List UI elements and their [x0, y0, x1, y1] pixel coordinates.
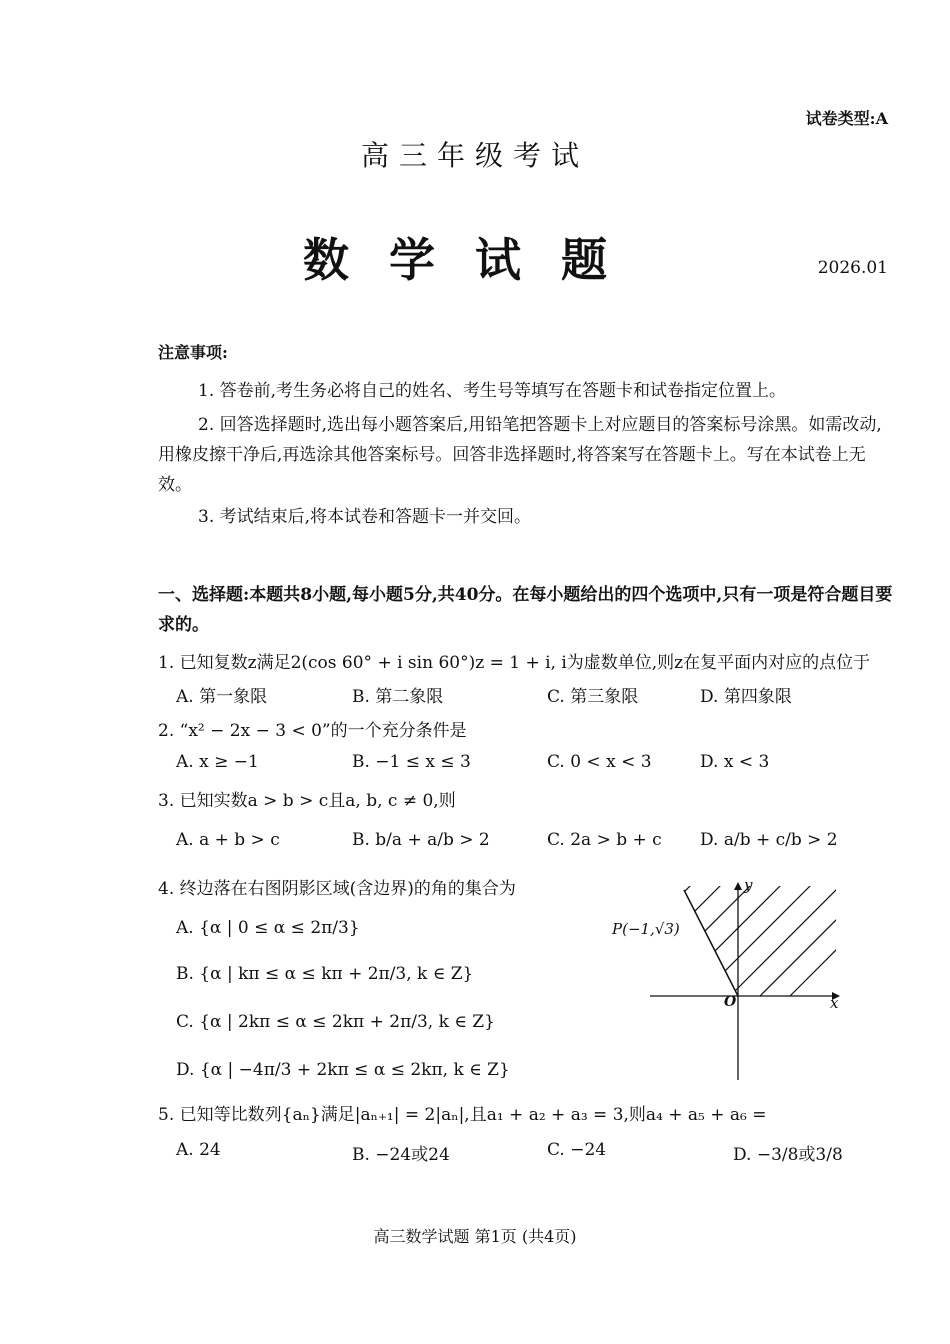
shaded-region: [680, 876, 850, 996]
q3-option-a: A. a + b > c: [176, 830, 280, 850]
exam-title: 高三年级考试: [360, 139, 589, 172]
y-axis-label: y: [744, 876, 753, 894]
q5-option-c: C. −24: [547, 1140, 607, 1160]
q3-option-b: B. b/a + a/b > 2: [352, 830, 490, 850]
notice-item-3: 3. 考试结束后,将本试卷和答题卡一并交回。: [198, 507, 532, 527]
q1-option-c: C. 第三象限: [547, 687, 639, 707]
q3-option-c: C. 2a > b + c: [547, 830, 662, 850]
q3-option-d: D. a/b + c/b > 2: [700, 830, 838, 850]
notice-item-1: 1. 答卷前,考生务必将自己的姓名、考生号等填写在答题卡和试卷指定位置上。: [198, 381, 787, 401]
page-footer: 高三数学试题 第1页 (共4页): [373, 1227, 577, 1246]
q1-option-b: B. 第二象限: [352, 687, 444, 707]
question-3-stem: 3. 已知实数a > b > c且a, b, c ≠ 0,则: [158, 791, 456, 811]
origin-label: O: [724, 994, 737, 1010]
q5-option-b: B. −24或24: [352, 1145, 450, 1165]
point-p-label: P(−1,√3): [612, 920, 680, 938]
question-1-stem: 1. 已知复数z满足2(cos 60° + i sin 60°)z = 1 + i, i为虚数单位,则z在复平面内对应的点位于: [158, 653, 871, 673]
paper-type: 试卷类型:A: [805, 109, 888, 128]
q2-option-c: C. 0 < x < 3: [547, 752, 652, 772]
exam-date: 2026.01: [817, 258, 888, 278]
question-5-stem: 5. 已知等比数列{aₙ}满足|aₙ₊₁| = 2|aₙ|,且a₁ + a₂ + a₃ = 3,则a₄ + a₅ + a₆ =: [158, 1105, 767, 1125]
q5-option-a: A. 24: [176, 1140, 221, 1160]
q4-option-d: D. {α | −4π/3 + 2kπ ≤ α ≤ 2kπ, k ∈ Z}: [176, 1060, 510, 1080]
q2-option-a: A. x ≥ −1: [176, 752, 259, 772]
q1-option-d: D. 第四象限: [700, 687, 792, 707]
notice-heading: 注意事项:: [158, 343, 228, 362]
question-2-stem: 2. “x² − 2x − 3 < 0”的一个充分条件是: [158, 721, 467, 741]
q4-option-a: A. {α | 0 ≤ α ≤ 2π/3}: [176, 918, 360, 938]
notice-item-2: 2. 回答选择题时,选出每小题答案后,用铅笔把答题卡上对应题目的答案标号涂黑。如需改动,用橡皮擦干净后,再选涂其他答案标号。回答非选择题时,将答案写在答题卡上。写在本试卷上无效。: [158, 415, 882, 495]
question-4-stem: 4. 终边落在右图阴影区域(含边界)的角的集合为: [158, 879, 516, 899]
q2-option-d: D. x < 3: [700, 752, 770, 772]
x-axis-label: x: [830, 994, 839, 1012]
q4-figure: [640, 876, 850, 1082]
q2-option-b: B. −1 ≤ x ≤ 3: [352, 752, 471, 772]
q1-option-a: A. 第一象限: [176, 687, 268, 707]
q4-option-c: C. {α | 2kπ ≤ α ≤ 2kπ + 2π/3, k ∈ Z}: [176, 1012, 495, 1032]
section-title: 一、选择题:本题共8小题,每小题5分,共40分。在每小题给出的四个选项中,只有一项是符合题目要求的。: [158, 585, 893, 635]
subject-title: 数学试题: [303, 233, 647, 287]
q4-option-b: B. {α | kπ ≤ α ≤ kπ + 2π/3, k ∈ Z}: [176, 964, 474, 984]
q5-option-d: D. −3/8或3/8: [733, 1145, 843, 1165]
y-axis-arrow: [734, 882, 742, 890]
